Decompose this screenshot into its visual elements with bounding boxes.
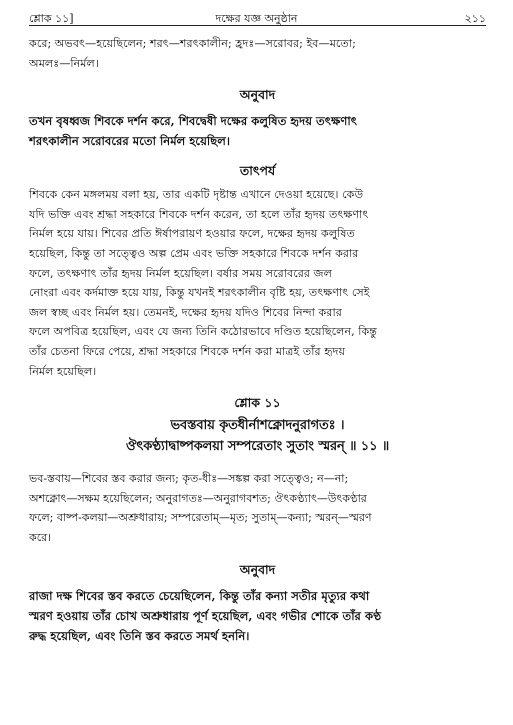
purport-line: হয়েছিল, কিন্তু তা সত্ত্বেও অল্প প্রেম এবং ভক্তি সহকারে শিবকে দর্শন করার: [29, 246, 359, 260]
translation-section: [29, 87, 486, 151]
verse-section: [29, 395, 486, 457]
translation2-line: রুদ্ধ হয়েছিল, এবং তিনি স্তব করতে সমর্থ হননি।: [29, 628, 250, 643]
verse-line: ঔৎকণ্ঠ্যাদ্বাষ্পকলয়া সম্পরেতাং সুতাং স্মরন্ ॥ ১১ ॥: [125, 439, 390, 455]
page-header: [29, 0, 486, 25]
header-verse-ref: শ্লোক ১১]: [29, 12, 74, 25]
translation-line: তখন বৃষধ্বজ শিবকে দর্শন করে, শিবদ্বেষী দক্ষের কলুষিত হৃদয় তৎক্ষণাৎ: [29, 114, 357, 129]
translation2-heading: অনুবাদ: [239, 561, 276, 577]
purport-line: নোংরা এবং কর্দমাক্ত হয়ে যায়, কিন্তু যখনই শরৎকালীন বৃষ্টি হয়, তৎক্ষণাৎ সেই: [29, 286, 370, 300]
purport-line: নির্মল হয়ে যায়। শিবের প্রতি ঈর্ষাপরায়ণ হওয়ার ফলে, দক্ষের হৃদয় কলুষিত: [29, 227, 355, 241]
purport-line: নির্মল হয়েছিল।: [29, 364, 97, 378]
header-page-number: ২১১: [464, 12, 486, 25]
purport-line: তাঁর চেতনা ফিরে পেয়ে, শ্রদ্ধা সহকারে শিবকে দর্শন করা মাত্রই তাঁর হৃদয়: [29, 344, 346, 358]
purport-line: শিবকে কেন মঙ্গলময় বলা হয়, তার একটি দৃষ্টান্ত এখানে দেওয়া হয়েছে। কেউ: [29, 188, 364, 202]
translation-line: শরৎকালীন সরোবরের মতো নির্মল হয়েছিল।: [29, 134, 231, 149]
synonyms-line: ফলে; বাষ্প-কলয়া—অশ্রুধারায়; সম্পরেতাম্—মৃত; সুতাম্—কন্যা; স্মরন্—স্মরণ: [29, 511, 372, 525]
purport-section: [29, 163, 486, 381]
synonyms-line: করে।: [29, 530, 52, 544]
verse-line: ভবস্তবায় কৃতধীর্নাশক্নোদনুরাগতঃ ।: [170, 418, 345, 434]
translation2-line: স্মরণ হওয়ায় তাঁর চোখ অশ্রুধারায় পূর্ণ হয়েছিল, এবং গভীর শোকে তাঁর কণ্ঠ: [29, 608, 382, 623]
purport-line: ফলে অপবিত্র হয়েছিল, এবং যে জন্য তিনি কঠোরভাবে দণ্ডিত হয়েছিলেন, কিন্তু: [29, 325, 377, 339]
header-chapter-title: দক্ষের যজ্ঞ অনুষ্ঠান: [215, 12, 298, 25]
translation2-section: [29, 562, 486, 646]
top-synonyms: [29, 34, 486, 73]
translation-heading: অনুবাদ: [239, 87, 276, 103]
synonyms-line: ভব-স্তবায়—শিবের স্তব করার জন্য; কৃত-ধীঃ—সঙ্কল্প করা সত্ত্বেও; ন—না;: [29, 472, 349, 486]
verse-heading: শ্লোক ১১: [234, 395, 281, 411]
top-synonyms-line: করে; অভবৎ—হয়েছিলেন; শরৎ—শরৎকালীন; হ্রদঃ—সরোবর; ইব—মতো;: [29, 37, 356, 50]
synonyms-line: অশক্নোৎ—সক্ষম হয়েছিলেন; অনুরাগতঃ—অনুরাগবশত; ঔৎকণ্ঠ্যাৎ—উৎকণ্ঠার: [29, 491, 367, 505]
purport-line: ফলে, তৎক্ষণাৎ তাঁর হৃদয় নির্মল হয়েছিল। বর্ষার সময় সরোবরের জল: [29, 266, 332, 280]
purport-heading: তাৎপর্য: [239, 163, 276, 179]
purport-line: জল স্বচ্ছ এবং নির্মল হয়। তেমনই, দক্ষের হৃদয় যদিও শিবের নিন্দা করার: [29, 305, 342, 319]
translation2-line: রাজা দক্ষ শিবের স্তব করতে চেয়েছিলেন, কিন্তু তাঁর কন্যা সতীর মৃত্যুর কথা: [29, 588, 370, 603]
purport-line: যদি ভক্তি এবং শ্রদ্ধা সহকারে শিবকে দর্শন করেন, তা হলে তাঁর হৃদয় তৎক্ষণাৎ: [29, 207, 369, 221]
top-synonyms-line: অমলঃ—নির্মল।: [29, 56, 99, 70]
synonyms-section: [29, 469, 486, 547]
